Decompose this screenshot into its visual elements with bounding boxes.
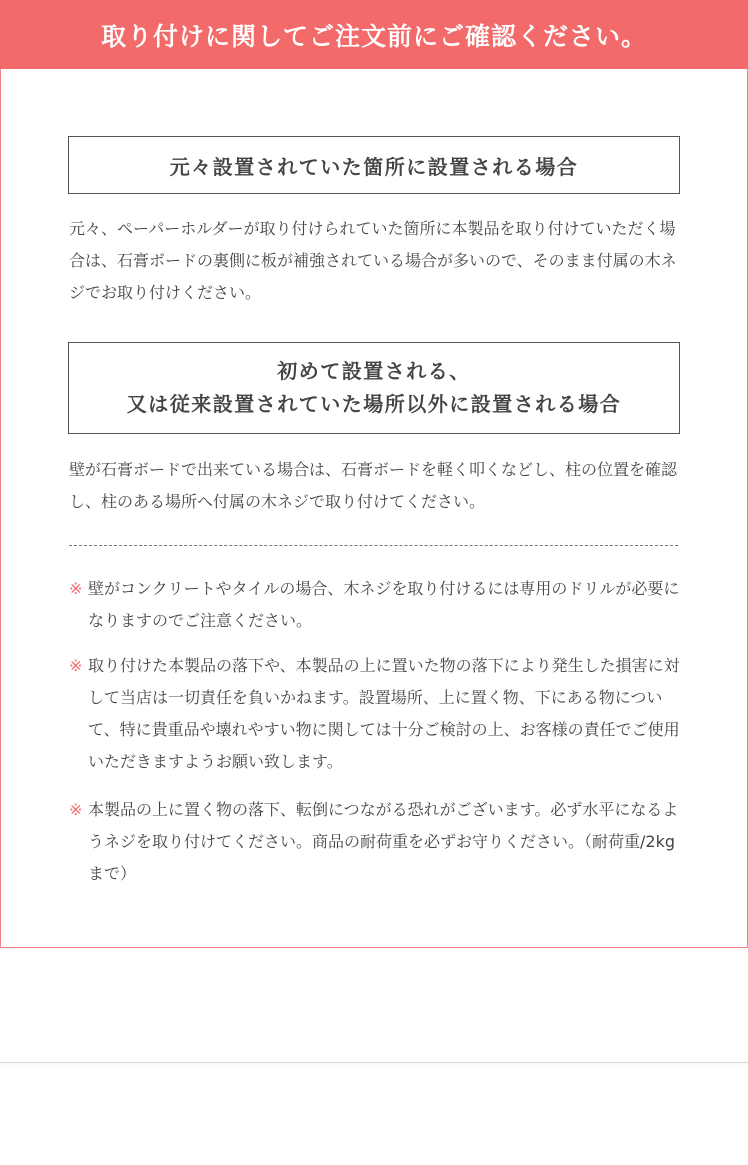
header-title: 取り付けに関してご注文前にご確認ください。 (100, 21, 647, 51)
section2-heading-box (68, 342, 680, 434)
note-item (69, 573, 681, 637)
section1-body: 元々、ペーパーホルダーが取り付けられていた箇所に本製品を取り付けていただく場合は、石膏ボードの裏側に板が補強されている場合が多いので、そのまま付属の木ネジでお取り付けください。 (69, 219, 677, 302)
dashed-divider (69, 545, 678, 546)
note-mark-icon: ※ (69, 656, 83, 675)
section1-heading: 元々設置されていた箇所に設置される場合 (169, 154, 579, 179)
note-mark-icon: ※ (69, 800, 83, 819)
note-item (69, 650, 681, 778)
note-text: 壁がコンクリートやタイルの場合、木ネジを取り付けるには専用のドリルが必要になりますのでご注意ください。 (88, 579, 680, 630)
bottom-separator (0, 1062, 748, 1063)
note-text: 本製品の上に置く物の落下、転倒につながる恐れがございます。必ず水平になるようネジを取り付けてください。商品の耐荷重を必ずお守りください。（耐荷重/2kgまで） (88, 800, 679, 883)
note-item (69, 794, 681, 890)
page-header (0, 0, 748, 69)
section2-body: 壁が石膏ボードで出来ている場合は、石膏ボードを軽く叩くなどし、柱の位置を確認し、柱のある場所へ付属の木ネジで取り付けてください。 (69, 460, 678, 511)
section2-heading-line2: 又は従来設置されていた場所以外に設置される場合 (126, 392, 622, 416)
section1-heading-box (68, 136, 680, 194)
note-mark-icon: ※ (69, 579, 83, 598)
note-text: 取り付けた本製品の落下や、本製品の上に置いた物の落下により発生した損害に対して当店は一切責任を負いかねます。設置場所、上に置く物、下にある物について、特に貴重品や壊れやすい物に関しては十分ご検討の上、お客様の責任でご使用いただきますようお願い致します。 (88, 656, 680, 771)
section2-heading-line1: 初めて設置される、 (277, 359, 471, 383)
